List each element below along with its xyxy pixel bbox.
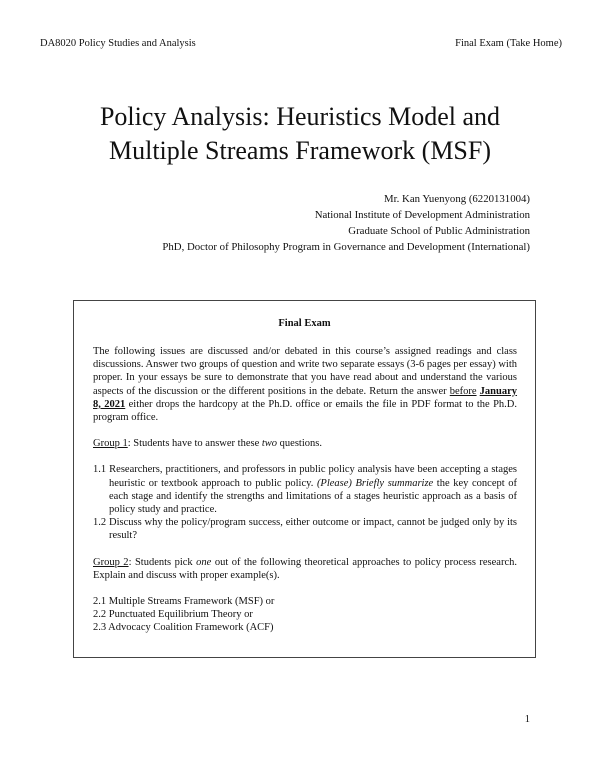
running-header-course: DA8020 Policy Studies and Analysis (40, 38, 196, 49)
group1-text-b: questions. (277, 438, 322, 450)
group2-intro (93, 556, 517, 582)
running-header-exam: Final Exam (Take Home) (455, 38, 562, 49)
document-title (0, 100, 600, 168)
group2-options (93, 595, 517, 635)
author-school: Graduate School of Public Administration (348, 225, 530, 237)
author-block (162, 191, 530, 255)
title-line-2: Multiple Streams Framework (MSF) (108, 136, 492, 165)
exam-box (73, 300, 536, 658)
deadline-date: January 8, 2021 (93, 385, 518, 410)
group2-text-em: one (196, 556, 212, 568)
exam-heading: Final Exam (278, 318, 331, 329)
group1-intro (93, 437, 517, 450)
question-1-1-text-a: 1.1 Researchers, practitioners, and professors in public policy analysis have been accepting a stages heuristic or textbook approach to public policy. (93, 464, 517, 489)
option-2-2: 2.2 Punctuated Equilibrium Theory or (93, 609, 253, 621)
title-line-1: Policy Analysis: Heuristics Model and (99, 102, 501, 131)
exam-instructions (93, 345, 517, 424)
author-institute: National Institute of Development Administration (314, 209, 530, 221)
author-name: Mr. Kan Yuenyong (6220131004) (384, 193, 530, 205)
page-number: 1 (524, 714, 530, 725)
group1-label: Group 1 (93, 438, 128, 450)
question-1-1-emphasis: (Please) Briefly summarize (316, 477, 434, 489)
group1-text-em: two (261, 438, 278, 450)
question-1-2: 1.2 Discuss why the policy/program success, either outcome or impact, cannot be judged only by its result? (93, 517, 517, 542)
option-2-3: 2.3 Advocacy Coalition Framework (ACF) (93, 622, 274, 634)
author-program: PhD, Doctor of Philosophy Program in Governance and Development (International) (162, 241, 530, 253)
option-2-1: 2.1 Multiple Streams Framework (MSF) or (93, 596, 275, 608)
group1-text-a: : Students have to answer these (127, 438, 262, 450)
group2-label: Group 2 (93, 556, 129, 568)
instructions-text-2: either drops the hardcopy at the Ph.D. office or emails the file in PDF format to the Ph.D. program office. (93, 398, 517, 424)
instructions-text: The following issues are discussed and/or debated in this course’s assigned readings and class discussions. Answer two groups of question and write two separate essays (3-6 pages per essay) with proper. In your essays be sure to demonstrate that you have read about and understand the various aspects of the discussion or the different positions in the debate. Return the answer (93, 346, 517, 397)
question-1-1-text-b: the key concept of each stage and identify the strengths and limitations of a stages heuristic approach as a basis of policy study and practice. (109, 477, 517, 516)
exam-body (93, 345, 517, 635)
group2-text-b: out of the following theoretical approaches to policy process research. Explain and discuss with proper example(s). (93, 556, 517, 581)
instructions-before: before (449, 385, 477, 397)
question-1-1 (93, 463, 517, 516)
group2-text-a: : Students pick (128, 556, 197, 568)
